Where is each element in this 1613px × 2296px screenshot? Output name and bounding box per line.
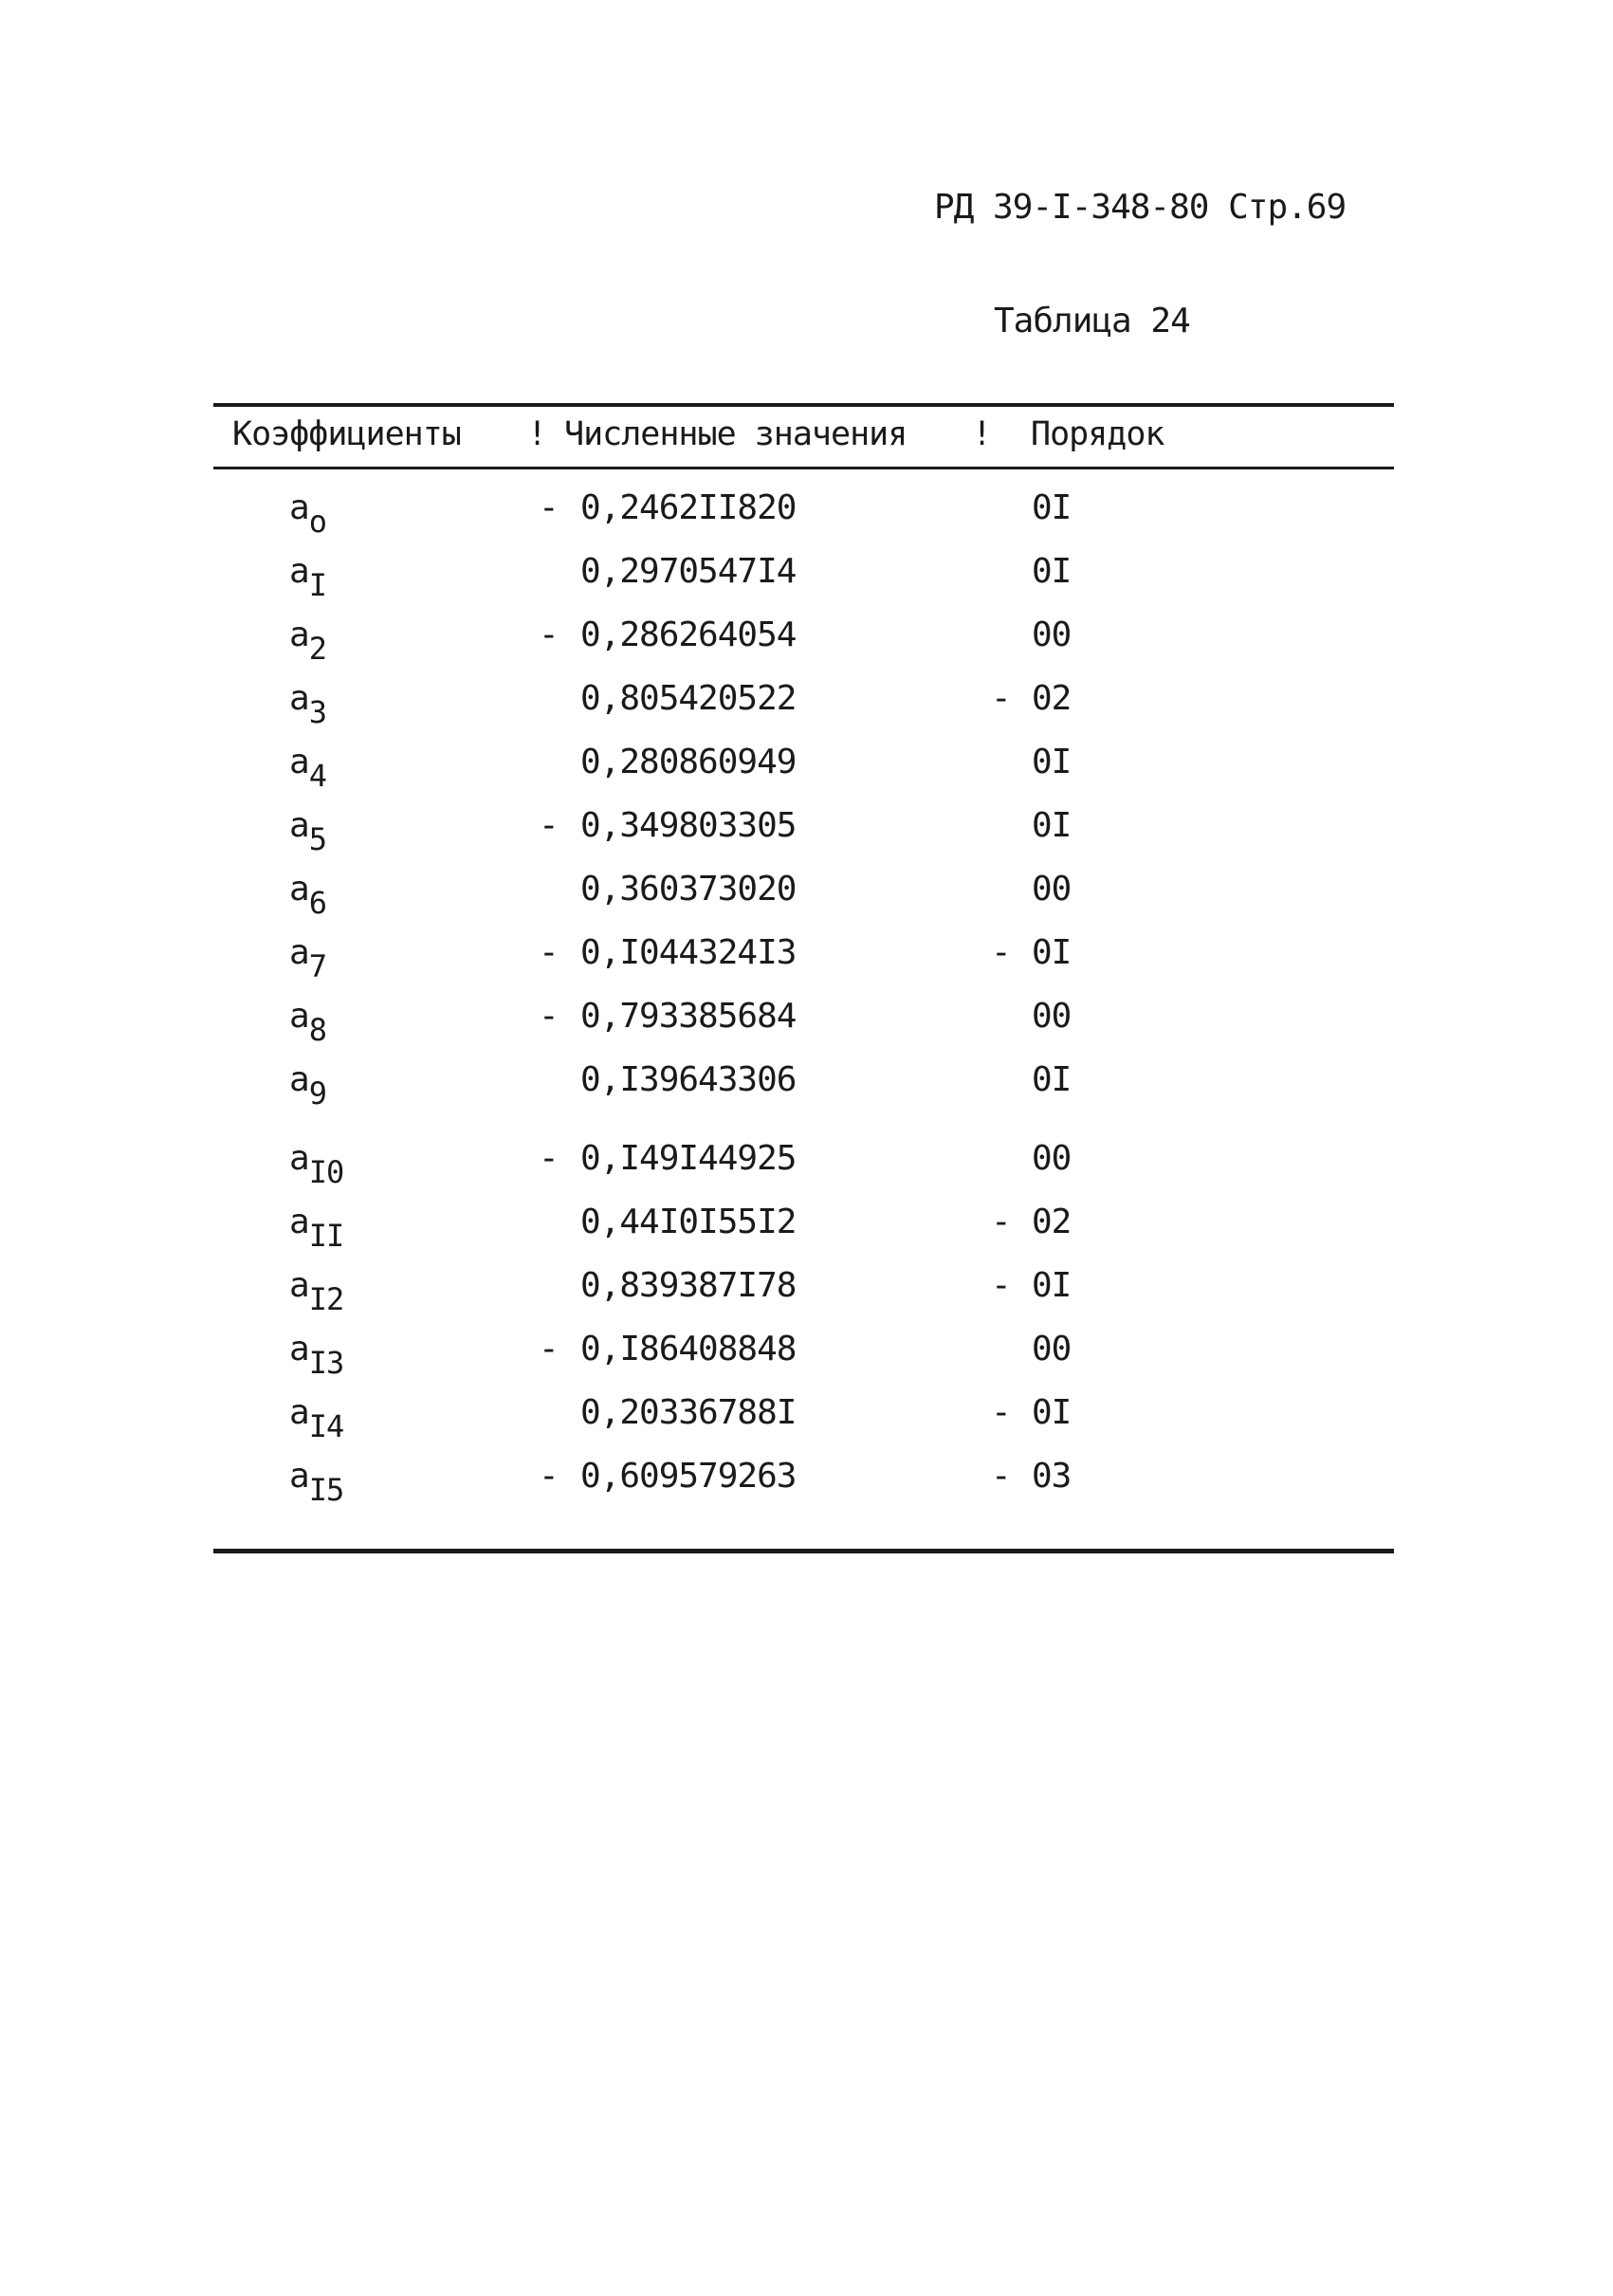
coefficient-cell (289, 1139, 344, 1190)
order-cell: 00 (1032, 997, 1072, 1036)
value-sign: - (539, 997, 559, 1036)
coefficient-cell (289, 1266, 344, 1317)
numeric-value-cell: 0,839387I78 (580, 1266, 797, 1305)
order-sign: - (991, 1203, 1011, 1241)
coefficient-symbol: a (289, 743, 309, 781)
numeric-value-cell: 0,I39643306 (580, 1060, 797, 1099)
table-row (0, 806, 1613, 870)
table-top-rule (213, 403, 1394, 407)
coefficient-cell (289, 1457, 344, 1508)
coefficient-cell (289, 679, 326, 730)
table-row (0, 1330, 1613, 1393)
coefficient-cell (289, 743, 326, 794)
coefficient-symbol: a (289, 997, 309, 1036)
column-separator: ! (527, 415, 547, 453)
numeric-value-cell: 0,805420522 (580, 679, 797, 718)
table-row (0, 1457, 1613, 1520)
numeric-value-cell: 0,793385684 (580, 997, 797, 1036)
order-sign: - (991, 1457, 1011, 1496)
coefficient-symbol: a (289, 1393, 309, 1432)
coefficient-symbol: a (289, 806, 309, 845)
coefficient-symbol: a (289, 679, 309, 718)
numeric-value-cell: 0,I49I44925 (580, 1139, 797, 1178)
table-caption: Таблица 24 (994, 302, 1190, 340)
coefficient-symbol: a (289, 1266, 309, 1305)
coefficient-symbol: a (289, 1330, 309, 1368)
table-row (0, 1060, 1613, 1139)
numeric-value-cell: 0,349803305 (580, 806, 797, 845)
numeric-value-cell: 0,2462II820 (580, 488, 797, 527)
numeric-value-cell: 0,44I0I55I2 (580, 1203, 797, 1241)
coefficient-cell (289, 1060, 326, 1111)
coefficient-symbol: a (289, 1139, 309, 1178)
coefficient-symbol: a (289, 615, 309, 654)
coefficient-subscript: 9 (308, 1075, 326, 1111)
order-sign: - (991, 1393, 1011, 1432)
coefficient-subscript: 2 (308, 631, 326, 667)
order-cell: 0I (1032, 743, 1072, 781)
table-row (0, 933, 1613, 997)
numeric-value-cell: 0,I86408848 (580, 1330, 797, 1368)
coefficient-cell (289, 997, 326, 1048)
table-row (0, 1203, 1613, 1266)
coefficient-symbol: a (289, 1060, 309, 1099)
order-cell: 00 (1032, 615, 1072, 654)
coefficient-symbol: a (289, 1457, 309, 1496)
coefficient-symbol: a (289, 933, 309, 972)
coefficient-cell (289, 933, 326, 984)
table-row (0, 679, 1613, 743)
coefficient-cell (289, 1203, 344, 1254)
table-row (0, 997, 1613, 1060)
coefficient-subscript: I4 (308, 1408, 344, 1444)
coefficient-subscript: 8 (308, 1012, 326, 1048)
order-cell: 0I (1032, 1266, 1072, 1305)
coefficient-subscript: I3 (308, 1345, 344, 1381)
coefficient-subscript: 3 (308, 694, 326, 730)
coefficient-cell (289, 1393, 344, 1444)
table-bottom-rule (213, 1549, 1394, 1553)
table-row (0, 1393, 1613, 1457)
column-header-coefficients: Коэффициенты (232, 415, 461, 453)
coefficient-cell (289, 870, 326, 921)
order-cell: 0I (1032, 1060, 1072, 1099)
order-cell: 0I (1032, 933, 1072, 972)
document-reference: РД 39-I-348-80 Стр.69 (934, 188, 1347, 227)
order-cell: 00 (1032, 1330, 1072, 1368)
coefficient-cell (289, 552, 326, 603)
table-row (0, 1266, 1613, 1330)
table-row (0, 743, 1613, 806)
table-header-rule (213, 467, 1394, 469)
coefficient-subscript: I5 (308, 1472, 344, 1508)
numeric-value-cell: 0,360373020 (580, 870, 797, 909)
coefficient-subscript: I0 (308, 1154, 344, 1190)
numeric-value-cell: 0,286264054 (580, 615, 797, 654)
numeric-value-cell: 0,2970547I4 (580, 552, 797, 591)
coefficient-subscript: II (308, 1218, 344, 1254)
value-sign: - (539, 615, 559, 654)
coefficient-cell (289, 1330, 344, 1381)
value-sign: - (539, 488, 559, 527)
column-header-order: Порядок (1031, 415, 1164, 453)
order-cell: 03 (1032, 1457, 1072, 1496)
order-cell: 02 (1032, 1203, 1072, 1241)
value-sign: - (539, 1330, 559, 1368)
coefficient-symbol: a (289, 870, 309, 909)
table-row (0, 488, 1613, 552)
value-sign: - (539, 933, 559, 972)
order-cell: 0I (1032, 552, 1072, 591)
coefficient-symbol: a (289, 488, 309, 527)
coefficient-subscript: I2 (308, 1281, 344, 1317)
order-sign: - (991, 679, 1011, 718)
numeric-value-cell: 0,20336788I (580, 1393, 797, 1432)
coefficient-subscript: 6 (308, 885, 326, 921)
order-cell: 0I (1032, 806, 1072, 845)
order-sign: - (991, 933, 1011, 972)
value-sign: - (539, 1139, 559, 1178)
table-row (0, 552, 1613, 615)
coefficient-subscript: 4 (308, 758, 326, 794)
coefficient-symbol: a (289, 1203, 309, 1241)
column-separator: ! (972, 415, 992, 453)
coefficient-subscript: o (308, 504, 326, 540)
coefficient-cell (289, 615, 326, 667)
order-cell: 02 (1032, 679, 1072, 718)
numeric-value-cell: 0,609579263 (580, 1457, 797, 1496)
coefficient-subscript: 7 (308, 948, 326, 984)
coefficient-symbol: a (289, 552, 309, 591)
value-sign: - (539, 806, 559, 845)
table-body (0, 488, 1613, 1520)
table-row (0, 1139, 1613, 1203)
coefficient-cell (289, 806, 326, 857)
column-header-values: Численные значения (564, 415, 907, 453)
order-cell: 00 (1032, 1139, 1072, 1178)
order-sign: - (991, 1266, 1011, 1305)
value-sign: - (539, 1457, 559, 1496)
table-row (0, 870, 1613, 933)
order-cell: 00 (1032, 870, 1072, 909)
coefficient-cell (289, 488, 326, 540)
table-row (0, 615, 1613, 679)
order-cell: 0I (1032, 1393, 1072, 1432)
numeric-value-cell: 0,280860949 (580, 743, 797, 781)
numeric-value-cell: 0,I044324I3 (580, 933, 797, 972)
coefficient-subscript: 5 (308, 821, 326, 857)
order-cell: 0I (1032, 488, 1072, 527)
coefficient-subscript: I (308, 567, 326, 603)
